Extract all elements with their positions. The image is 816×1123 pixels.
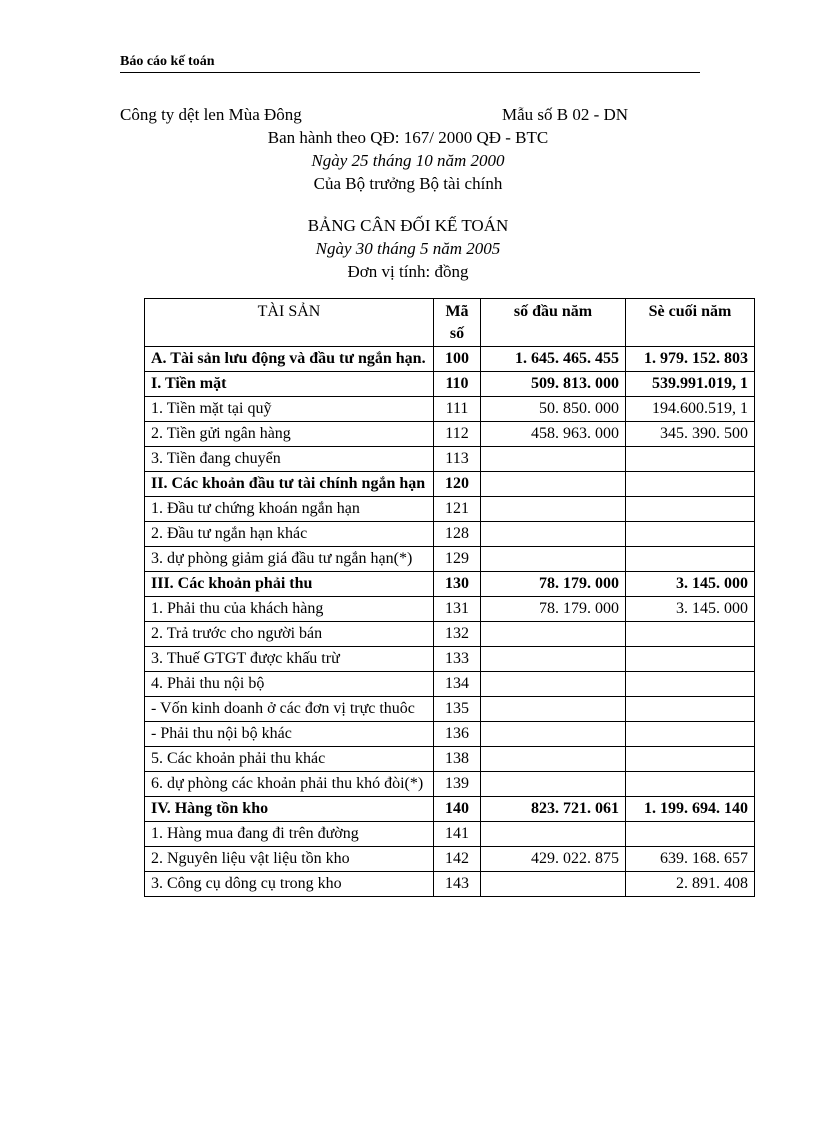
row-end-value: 194.600.519, 1 bbox=[626, 397, 755, 422]
row-end-value bbox=[626, 522, 755, 547]
page-title: BẢNG CÂN ĐỐI KẾ TOÁN bbox=[307, 216, 509, 235]
row-start-value bbox=[481, 772, 626, 797]
row-name: IV. Hàng tồn kho bbox=[145, 797, 434, 822]
table-row bbox=[145, 572, 755, 597]
table-row bbox=[145, 447, 755, 472]
row-end-value bbox=[626, 697, 755, 722]
row-code: 143 bbox=[434, 872, 481, 897]
report-date: Ngày 30 tháng 5 năm 2005 bbox=[315, 239, 501, 258]
row-start-value: 429. 022. 875 bbox=[481, 847, 626, 872]
report-header-label: Báo cáo kế toán bbox=[120, 54, 215, 69]
row-start-value bbox=[481, 447, 626, 472]
table-row bbox=[145, 347, 755, 372]
row-start-value bbox=[481, 472, 626, 497]
issued-by: Ban hành theo QĐ: 167/ 2000 QĐ - BTC bbox=[267, 128, 549, 147]
row-code: 128 bbox=[434, 522, 481, 547]
row-start-value bbox=[481, 647, 626, 672]
row-start-value: 78. 179. 000 bbox=[481, 597, 626, 622]
row-start-value bbox=[481, 547, 626, 572]
table-row bbox=[145, 397, 755, 422]
table-row bbox=[145, 372, 755, 397]
table-row bbox=[145, 497, 755, 522]
row-code: 111 bbox=[434, 397, 481, 422]
form-code: Mẫu số B 02 - DN bbox=[502, 105, 629, 124]
row-start-value bbox=[481, 672, 626, 697]
row-name: 1. Tiền mặt tại quỹ bbox=[145, 397, 434, 422]
table-row bbox=[145, 722, 755, 747]
row-end-value bbox=[626, 622, 755, 647]
row-name: 2. Đầu tư ngắn hạn khác bbox=[145, 522, 434, 547]
row-end-value: 1. 199. 694. 140 bbox=[626, 797, 755, 822]
row-end-value bbox=[626, 547, 755, 572]
table-row bbox=[145, 772, 755, 797]
row-code: 130 bbox=[434, 572, 481, 597]
row-start-value: 509. 813. 000 bbox=[481, 372, 626, 397]
row-code: 132 bbox=[434, 622, 481, 647]
table-row bbox=[145, 472, 755, 497]
row-start-value bbox=[481, 522, 626, 547]
table-header-row bbox=[145, 299, 755, 347]
row-name: 5. Các khoản phải thu khác bbox=[145, 747, 434, 772]
row-name: 4. Phải thu nội bộ bbox=[145, 672, 434, 697]
table-row bbox=[145, 422, 755, 447]
row-end-value bbox=[626, 497, 755, 522]
row-end-value bbox=[626, 747, 755, 772]
row-name: 1. Đầu tư chứng khoán ngắn hạn bbox=[145, 497, 434, 522]
table-row bbox=[145, 847, 755, 872]
row-code: 138 bbox=[434, 747, 481, 772]
issue-date: Ngày 25 tháng 10 năm 2000 bbox=[311, 151, 505, 170]
row-end-value bbox=[626, 447, 755, 472]
row-code: 142 bbox=[434, 847, 481, 872]
row-end-value: 639. 168. 657 bbox=[626, 847, 755, 872]
row-end-value bbox=[626, 822, 755, 847]
table-row bbox=[145, 547, 755, 572]
balance-sheet-table bbox=[144, 298, 755, 897]
table-body bbox=[145, 347, 755, 897]
row-end-value bbox=[626, 472, 755, 497]
row-code: 133 bbox=[434, 647, 481, 672]
issuer: Của Bộ trưởng Bộ tài chính bbox=[313, 174, 503, 193]
row-code: 129 bbox=[434, 547, 481, 572]
table-row bbox=[145, 672, 755, 697]
row-name: 2. Nguyên liệu vật liệu tồn kho bbox=[145, 847, 434, 872]
row-end-value: 539.991.019, 1 bbox=[626, 372, 755, 397]
row-code: 131 bbox=[434, 597, 481, 622]
row-end-value bbox=[626, 647, 755, 672]
row-code: 140 bbox=[434, 797, 481, 822]
row-end-value: 2. 891. 408 bbox=[626, 872, 755, 897]
row-name: - Vốn kinh doanh ở các đơn vị trực thuôc bbox=[145, 697, 434, 722]
row-name: 1. Hàng mua đang đi trên đường bbox=[145, 822, 434, 847]
header-start-of-year: số đầu năm bbox=[481, 299, 626, 347]
row-code: 135 bbox=[434, 697, 481, 722]
row-name: 2. Tiền gửi ngân hàng bbox=[145, 422, 434, 447]
currency-unit: Đơn vị tính: đồng bbox=[347, 262, 469, 281]
row-name: III. Các khoản phải thu bbox=[145, 572, 434, 597]
row-name: II. Các khoản đầu tư tài chính ngắn hạn bbox=[145, 472, 434, 497]
row-start-value bbox=[481, 822, 626, 847]
row-end-value: 345. 390. 500 bbox=[626, 422, 755, 447]
row-name: 2. Trả trước cho người bán bbox=[145, 622, 434, 647]
row-start-value bbox=[481, 722, 626, 747]
row-code: 112 bbox=[434, 422, 481, 447]
row-name: 3. Công cụ dông cụ trong kho bbox=[145, 872, 434, 897]
table-row bbox=[145, 822, 755, 847]
row-name: - Phải thu nội bộ khác bbox=[145, 722, 434, 747]
row-start-value: 823. 721. 061 bbox=[481, 797, 626, 822]
row-name: I. Tiền mặt bbox=[145, 372, 434, 397]
row-end-value bbox=[626, 772, 755, 797]
header-assets: TÀI SẢN bbox=[145, 299, 434, 347]
row-start-value: 50. 850. 000 bbox=[481, 397, 626, 422]
row-code: 141 bbox=[434, 822, 481, 847]
row-code: 136 bbox=[434, 722, 481, 747]
header-code: Mã số bbox=[434, 299, 481, 347]
row-start-value: 458. 963. 000 bbox=[481, 422, 626, 447]
row-end-value bbox=[626, 722, 755, 747]
row-code: 139 bbox=[434, 772, 481, 797]
row-end-value: 3. 145. 000 bbox=[626, 597, 755, 622]
row-end-value bbox=[626, 672, 755, 697]
row-start-value: 78. 179. 000 bbox=[481, 572, 626, 597]
row-start-value: 1. 645. 465. 455 bbox=[481, 347, 626, 372]
table-row bbox=[145, 622, 755, 647]
row-code: 110 bbox=[434, 372, 481, 397]
row-start-value bbox=[481, 747, 626, 772]
row-code: 113 bbox=[434, 447, 481, 472]
row-code: 120 bbox=[434, 472, 481, 497]
row-name: A. Tài sản lưu động và đầu tư ngắn hạn. bbox=[145, 347, 434, 372]
company-name: Công ty dệt len Mùa Đông bbox=[120, 105, 302, 124]
table-row bbox=[145, 697, 755, 722]
row-name: 6. dự phòng các khoản phải thu khó đòi(*) bbox=[145, 772, 434, 797]
row-end-value: 3. 145. 000 bbox=[626, 572, 755, 597]
row-name: 3. dự phòng giảm giá đầu tư ngắn hạn(*) bbox=[145, 547, 434, 572]
row-start-value bbox=[481, 697, 626, 722]
row-start-value bbox=[481, 497, 626, 522]
table-row bbox=[145, 797, 755, 822]
row-name: 1. Phải thu của khách hàng bbox=[145, 597, 434, 622]
header-divider bbox=[120, 72, 700, 73]
row-start-value bbox=[481, 622, 626, 647]
table-row bbox=[145, 597, 755, 622]
table-row bbox=[145, 522, 755, 547]
table-row bbox=[145, 647, 755, 672]
row-code: 121 bbox=[434, 497, 481, 522]
row-code: 100 bbox=[434, 347, 481, 372]
table-row bbox=[145, 872, 755, 897]
row-name: 3. Thuế GTGT được khấu trừ bbox=[145, 647, 434, 672]
row-code: 134 bbox=[434, 672, 481, 697]
row-name: 3. Tiền đang chuyển bbox=[145, 447, 434, 472]
header-end-of-year: Sè cuối năm bbox=[626, 299, 755, 347]
table-row bbox=[145, 747, 755, 772]
row-end-value: 1. 979. 152. 803 bbox=[626, 347, 755, 372]
row-start-value bbox=[481, 872, 626, 897]
